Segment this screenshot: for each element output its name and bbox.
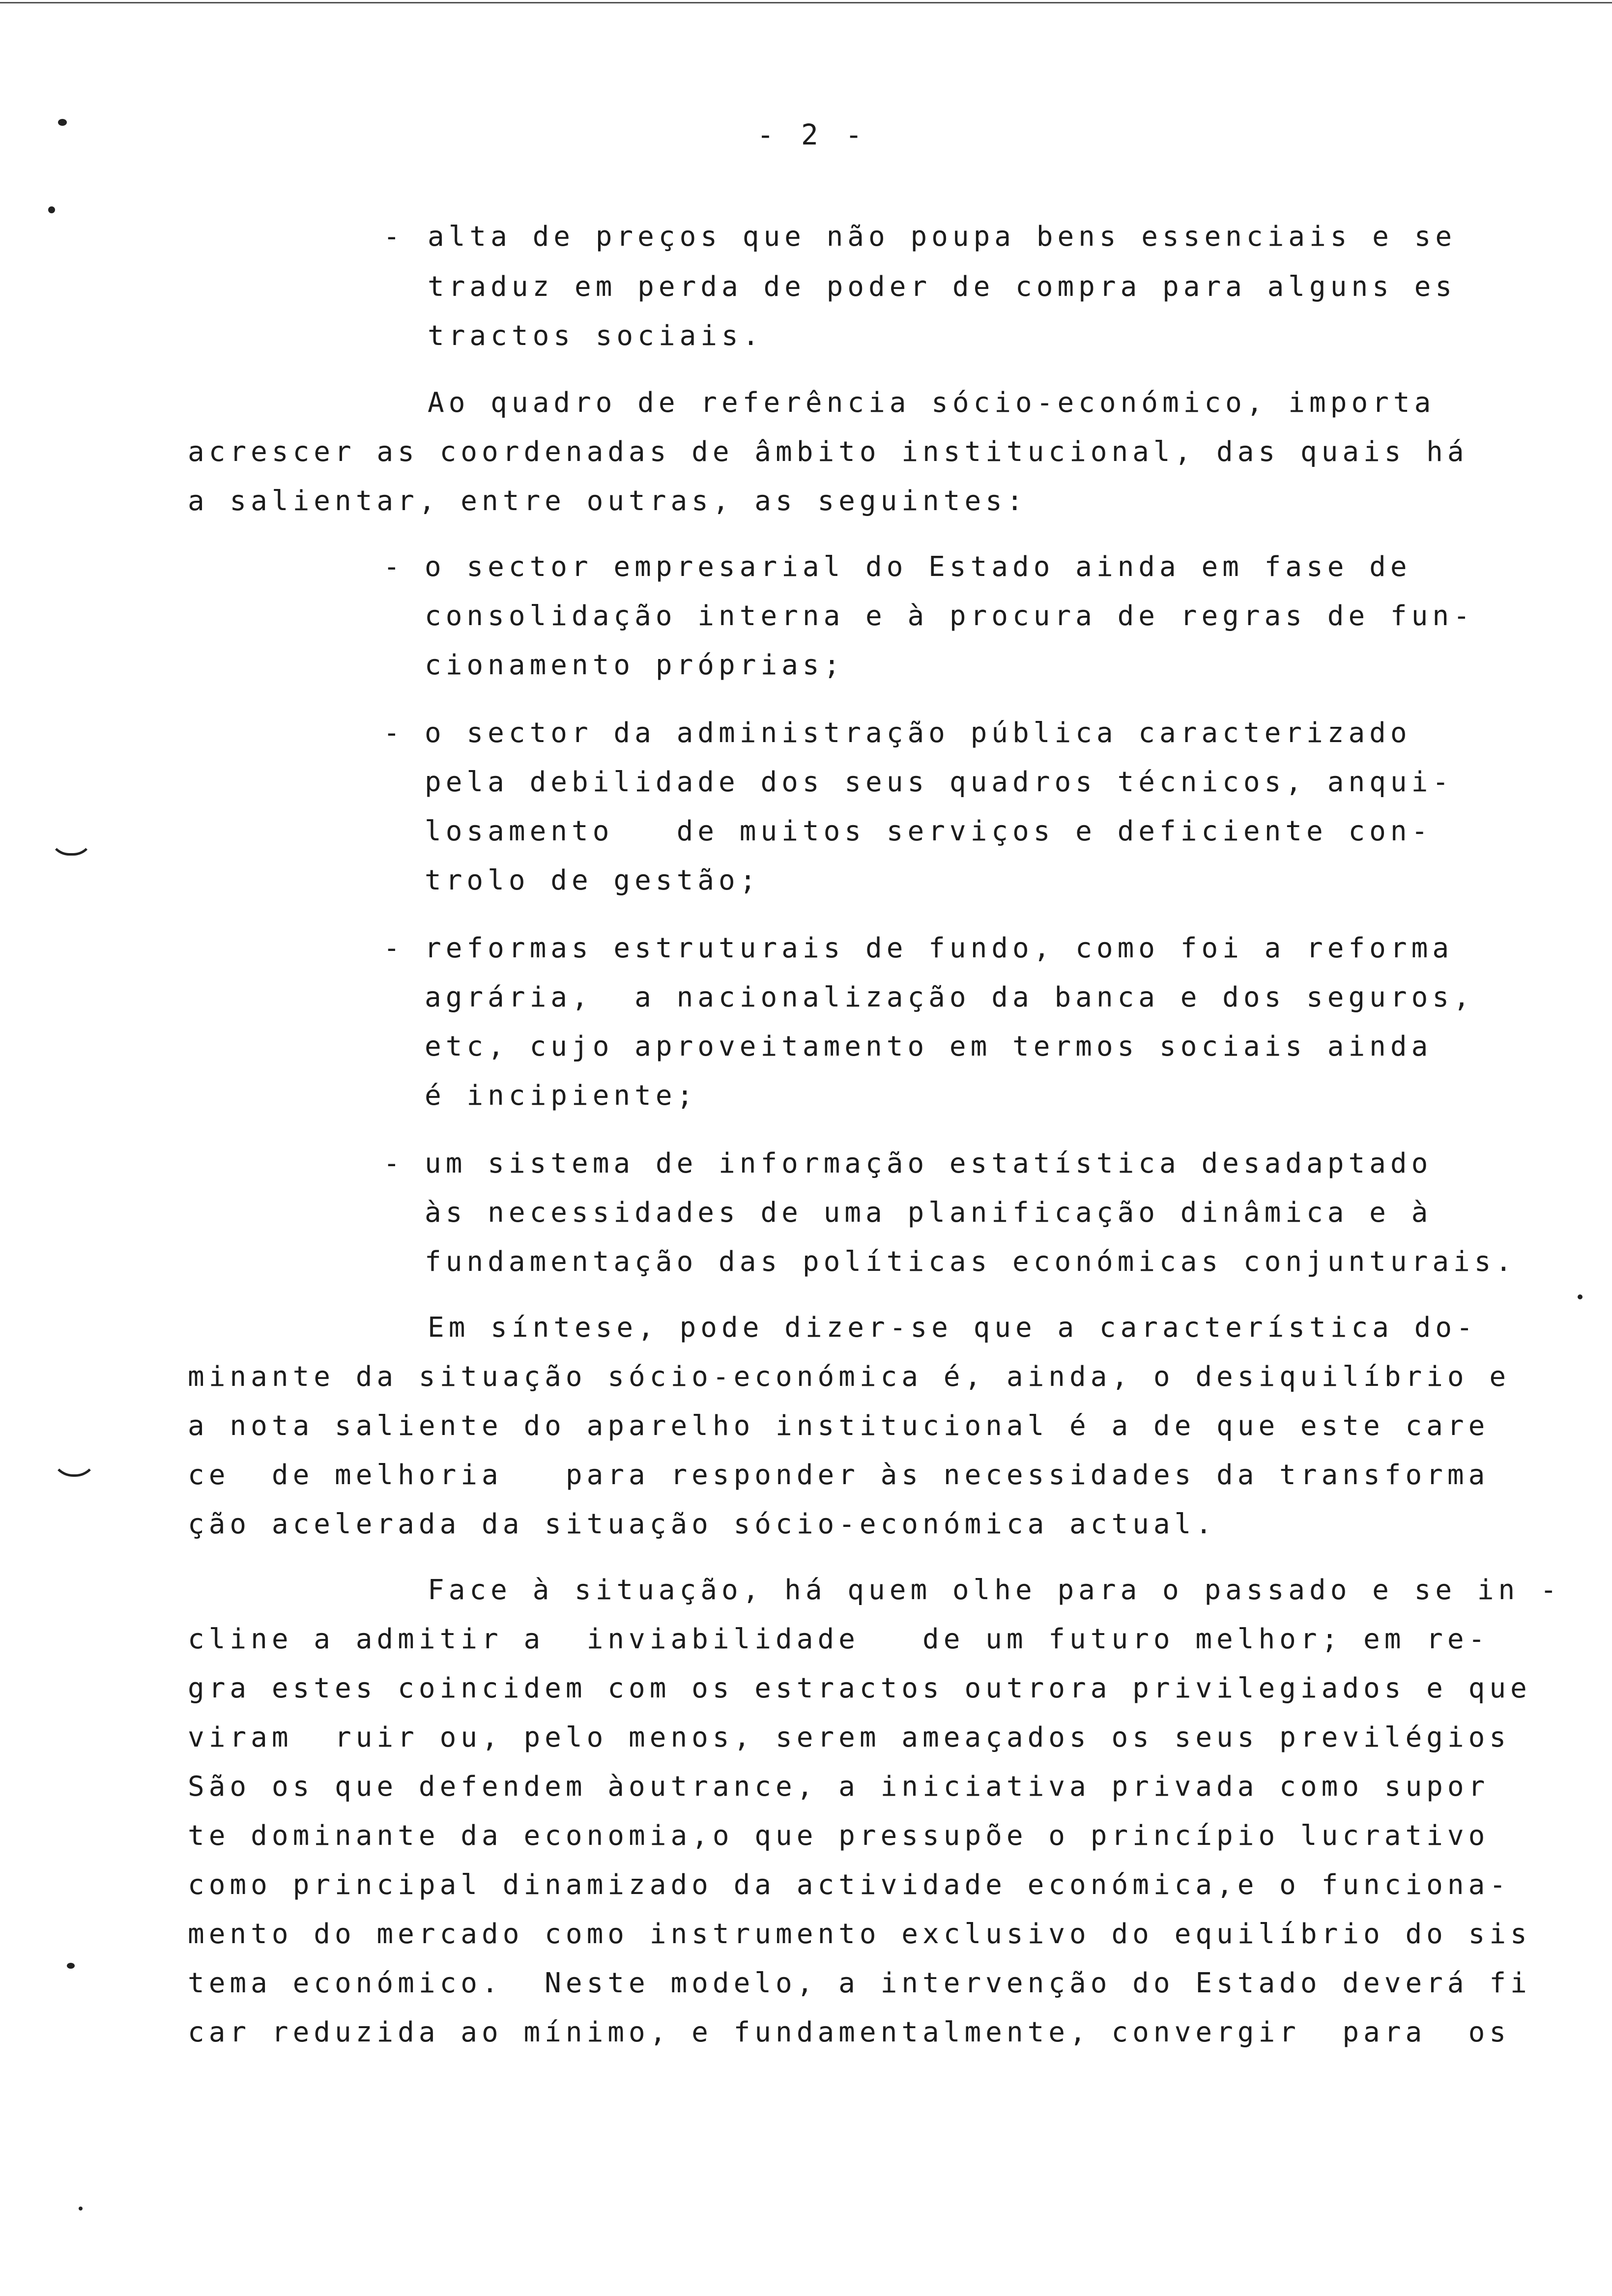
paragraph-line: São os que defendem àoutrance, a iniciativa privada como supor [188,1771,1490,1803]
bullet-line: fundamentação das políticas económicas conjunturais. [425,1246,1517,1278]
paragraph-line: como principal dinamizado da actividade económica,e o funciona- [188,1869,1511,1901]
paragraph-line: a salientar, entre outras, as seguintes: [188,485,1028,517]
paragraph-line: a nota saliente do aparelho institucional é a de que este care [188,1410,1490,1442]
paragraph-line: cline a admitir a inviabilidade de um futuro melhor; em re- [188,1623,1490,1655]
paragraph-line: ção acelerada da situação sócio-económica actual. [188,1508,1217,1540]
paragraph-line: minante da situação sócio-económica é, ainda, o desiquilíbrio e [188,1361,1511,1393]
bullet-line: é incipiente; [425,1080,698,1112]
paragraph-line: ce de melhoria para responder às necessidades da transforma [188,1459,1490,1491]
margin-tick-mark [49,835,93,856]
bullet-dash: - [383,221,404,253]
paragraph-line: mento do mercado como instrumento exclusivo do equilíbrio do sis [188,1918,1531,1950]
margin-tick-mark [51,1455,97,1477]
scan-speck [48,206,55,213]
scan-speck [67,1963,75,1969]
bullet-line: um sistema de informação estatística desadaptado [425,1148,1433,1179]
bullet-dash: - [383,551,404,583]
paragraph-line: Face à situação, há quem olhe para o passado e se in - [428,1574,1561,1606]
bullet-line: alta de preços que não poupa bens essenciais e se [428,221,1457,253]
scan-speck [79,2207,83,2210]
paragraph-line: gra estes coincidem com os estractos outrora privilegiados e que [188,1672,1531,1704]
paragraph-line: Ao quadro de referência sócio-económico, importa [428,387,1436,419]
paragraph-line: car reduzida ao mínimo, e fundamentalmente, convergir para os [188,2016,1511,2048]
bullet-line: trolo de gestão; [425,864,761,896]
paragraph-line: tema económico. Neste modelo, a intervenção do Estado deverá fi [188,1967,1531,1999]
bullet-dash: - [383,1148,404,1179]
bullet-line: losamento de muitos serviços e deficiente con- [425,815,1433,847]
bullet-line: pela debilidade dos seus quadros técnicos, anqui- [425,766,1454,798]
bullet-line: agrária, a nacionalização da banca e dos seguros, [425,981,1474,1013]
bullet-line: às necessidades de uma planificação dinâmica e à [425,1197,1433,1229]
bullet-line: tractos sociais. [428,320,764,352]
paragraph-line: acrescer as coordenadas de âmbito institucional, das quais há [188,436,1468,468]
bullet-line: reformas estruturais de fundo, como foi a reforma [425,932,1454,964]
bullet-line: consolidação interna e à procura de regras de fun- [425,600,1474,632]
page-number: - 2 - [757,118,867,151]
bullet-line: traduz em perda de poder de compra para alguns es [428,271,1457,303]
scan-speck [58,119,67,126]
bullet-dash: - [383,932,404,964]
bullet-line: o sector da administração pública caracterizado [425,717,1411,749]
bullet-line: cionamento próprias; [425,649,845,681]
scan-speck [1578,1294,1583,1299]
bullet-dash: - [383,717,404,749]
top-edge-line [0,2,1612,3]
paragraph-line: Em síntese, pode dizer-se que a característica do- [428,1312,1477,1344]
paragraph-line: viram ruir ou, pelo menos, serem ameaçados os seus previlégios [188,1722,1511,1753]
bullet-line: etc, cujo aproveitamento em termos sociais ainda [425,1031,1433,1062]
bullet-line: o sector empresarial do Estado ainda em fase de [425,551,1411,583]
paragraph-line: te dominante da economia,o que pressupõe o princípio lucrativo [188,1820,1490,1852]
